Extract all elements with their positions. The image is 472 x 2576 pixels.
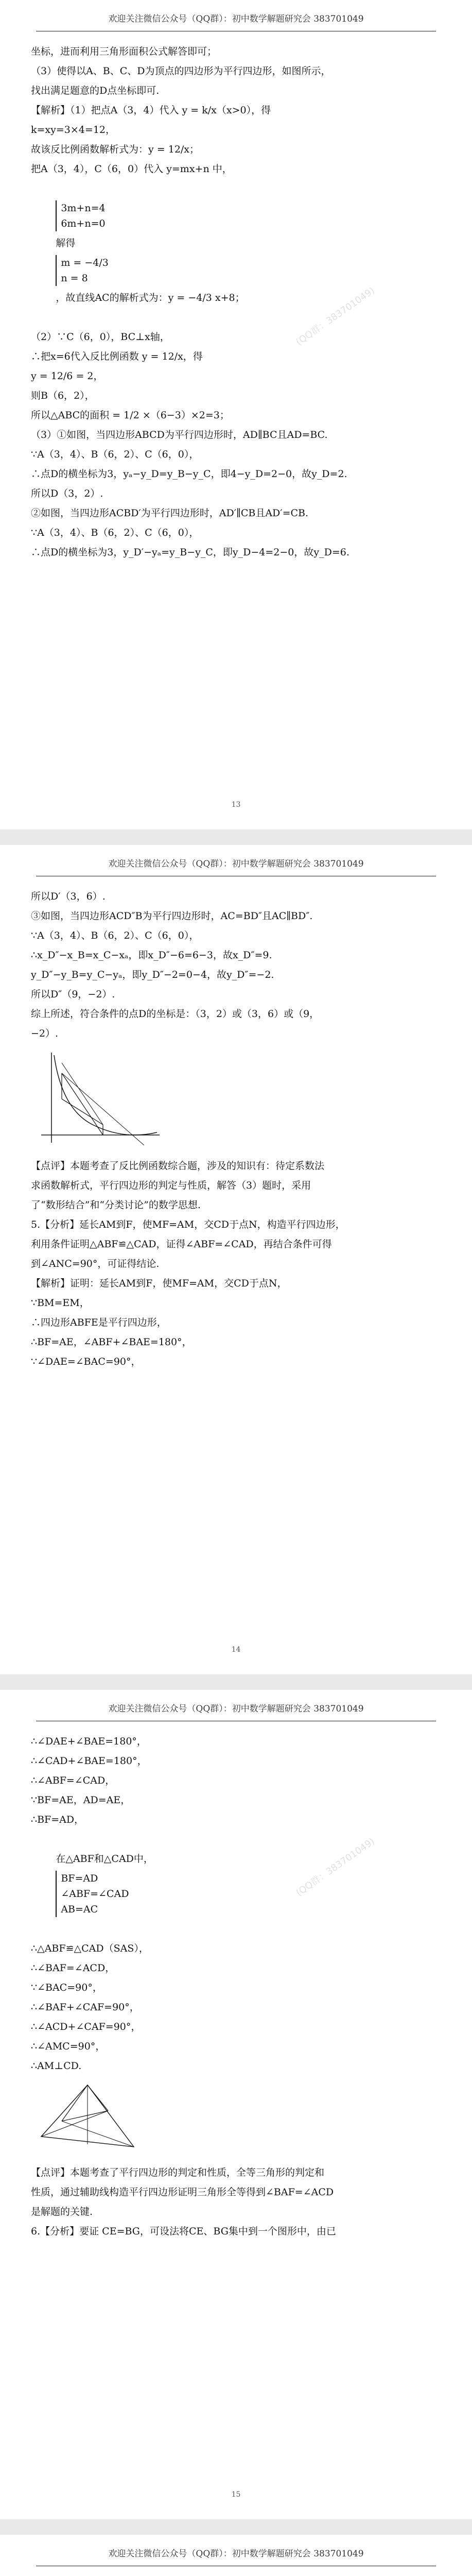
text-line: 把A（3，4），C（6，0）代入 y=mx+n 中， — [31, 163, 232, 175]
text-line: ∴∠DAE+∠BAE=180°， — [31, 1736, 147, 1747]
text-line: 6.【分析】要证 CE=BG，可设法将CE、BG集中到一个图形中，由已 — [31, 2226, 336, 2237]
text-line: 找出满足题意的D点坐标即可. — [31, 85, 160, 96]
page-header: 欢迎关注微信公众号（QQ群）：初中数学解题研究会 383701049 — [36, 1690, 436, 1721]
text-line: 【解析】证明：延长AM到F，使MF=AM，交CD于点N， — [31, 1278, 287, 1289]
text-line: ∵A（3，4）、B（6，2）、C（6，0）， — [31, 527, 199, 538]
text-line: 所以D″（9，−2）. — [31, 989, 115, 1000]
text-line: 所以D′（3，6）. — [31, 891, 106, 902]
text-line: ∴点D的横坐标为3，y_D′−yₐ=y_B−y_C，即y_D−4=2−0，故y_D=6. — [31, 547, 349, 558]
watermark: (QQ群：383701049) — [294, 285, 377, 348]
page-number: 15 — [231, 2490, 241, 2499]
page-16 — [0, 2535, 472, 2576]
text-line: ∴∠AMC=90°， — [31, 2041, 106, 2052]
text-line: 综上所述，符合条件的点D的坐标是：（3，2）或（3，6）或（9， — [31, 1008, 320, 1020]
text-line: ∴∠ACD+∠CAF=90°， — [31, 2021, 141, 2032]
text-line: 性质，通过辅助线构造平行四边形证明三角形全等得到∠BAF=∠ACD — [31, 2187, 334, 2198]
text-line: k=xy=3×4=12， — [31, 124, 115, 135]
page-header: 欢迎关注微信公众号（QQ群）：初中数学解题研究会 383701049 — [36, 2535, 436, 2566]
page-header: 欢迎关注微信公众号（QQ群）：初中数学解题研究会 383701049 — [36, 0, 436, 31]
watermark: (QQ群：383701049) — [294, 1836, 377, 1899]
text-line: ∴∠ABF=∠CAD， — [31, 1775, 115, 1786]
text-line: （2）∵C（6，0），BC⊥x轴， — [31, 331, 170, 343]
text-line: 【点评】本题考查了平行四边形的判定和性质，全等三角形的判定和 — [31, 2167, 325, 2178]
text-line: ∴AM⊥CD. — [31, 2060, 82, 2072]
text-line: ∵BM=EM， — [31, 1297, 90, 1309]
text-line: ∴把x=6代入反比例函数 y = 12/x，得 — [31, 351, 203, 362]
text-line: ∵BF=AE，AD=AE， — [31, 1794, 131, 1806]
text-line: 则B（6，2）， — [31, 390, 95, 401]
page-14 — [0, 845, 472, 1674]
text-line: ∴△ABF≌△CAD（SAS）， — [31, 1943, 149, 1954]
page-13 — [0, 0, 472, 829]
text-line: ∴点D的横坐标为3，yₐ−y_D=y_B−y_C，即4−y_D=2−0，故y_D=2. — [31, 468, 347, 480]
text-line: ∴x_D″−x_B=x_C−xₐ，即x_D″−6=6−3，故x_D″=9. — [31, 950, 272, 961]
text-line: ∵∠BAC=90°， — [31, 1982, 102, 1993]
text-line: 所以△ABC的面积 = 1/2 ×（6−3）×2=3； — [31, 410, 230, 421]
text-line: ②如图，当四边形ACBD′为平行四边形时，AD′∥CB且AD′=CB. — [31, 507, 309, 519]
text-line: ∵A（3，4）、B（6，2）、C（6，0）， — [31, 930, 199, 941]
page-number: 13 — [231, 801, 241, 809]
text-line: 坐标，进而利用三角形面积公式解答即可； — [31, 46, 217, 57]
text-line: ∴∠BAF=∠ACD， — [31, 1962, 115, 1974]
text-line: 5.【分析】延长AM到F，使MF=AM，交CD于点N，构造平行四边形， — [31, 1219, 345, 1230]
text-line: ∵∠DAE=∠BAC=90°， — [31, 1356, 141, 1367]
equation-system: 3m+n=4 6m+n=0 解得 m = −4/3 n = 8 ，故直线AC的解析式为：y = −4/3 x+8； — [31, 179, 441, 327]
text-line: ∴BF=AD， — [31, 1814, 84, 1825]
text-line: ∴∠BAF+∠CAF=90°， — [31, 2002, 139, 2013]
triangle-figure — [31, 2080, 441, 2159]
text-line: 【解析】（1）把点A（3，4）代入 y = k/x（x>0），得 — [31, 105, 271, 116]
text-line: 所以D（3，2）. — [31, 488, 103, 499]
text-line: （3）①如图，当四边形ABCD为平行四边形时，AD∥BC且AD=BC. — [31, 429, 328, 440]
text-line: y = 12/6 = 2， — [31, 370, 103, 382]
text-line: 到∠ANC=90°，可证得结论. — [31, 1258, 160, 1269]
text-line: ∴∠CAD+∠BAE=180°， — [31, 1755, 147, 1767]
text-line: ③如图，当四边形ACD″B为平行四边形时，AC=BD″且AC∥BD″. — [31, 910, 313, 922]
coordinate-figure — [31, 1047, 441, 1152]
congruence-system: 在△ABF和△CAD中， BF=AD ∠ABF=∠CAD AB=AC — [31, 1829, 441, 1939]
text-line: 了“数形结合”和“分类讨论”的数学思想. — [31, 1199, 201, 1211]
text-line: （3）使得以A、B、C、D为顶点的四边形为平行四边形，如图所示， — [31, 65, 331, 77]
text-line: 【点评】本题考查了反比例函数综合题，涉及的知识有：待定系数法 — [31, 1160, 325, 1172]
text-line: −2）. — [31, 1028, 59, 1039]
page-15 — [0, 1690, 472, 2519]
text-line: 求函数解析式，平行四边形的判定与性质，解答（3）题时，采用 — [31, 1180, 311, 1191]
page-number: 14 — [231, 1646, 241, 1654]
text-line: 利用条件证明△ABF≌△CAD，证得∠ABF=∠CAD，再结合条件可得 — [31, 1239, 332, 1250]
page-header: 欢迎关注微信公众号（QQ群）：初中数学解题研究会 383701049 — [36, 845, 436, 876]
text-line: ∴BF=AE，∠ABF+∠BAE=180°， — [31, 1336, 192, 1348]
text-line: ∵A（3，4）、B（6，2）、C（6，0）， — [31, 449, 199, 460]
text-line: 故该反比例函数解析式为：y = 12/x； — [31, 144, 200, 155]
text-line: ∴四边形ABFE是平行四边形， — [31, 1317, 167, 1328]
text-line: y_D″−y_B=y_C−yₐ，即y_D″−2=0−4，故y_D″=−2. — [31, 969, 274, 980]
text-line: 是解题的关键. — [31, 2206, 93, 2217]
